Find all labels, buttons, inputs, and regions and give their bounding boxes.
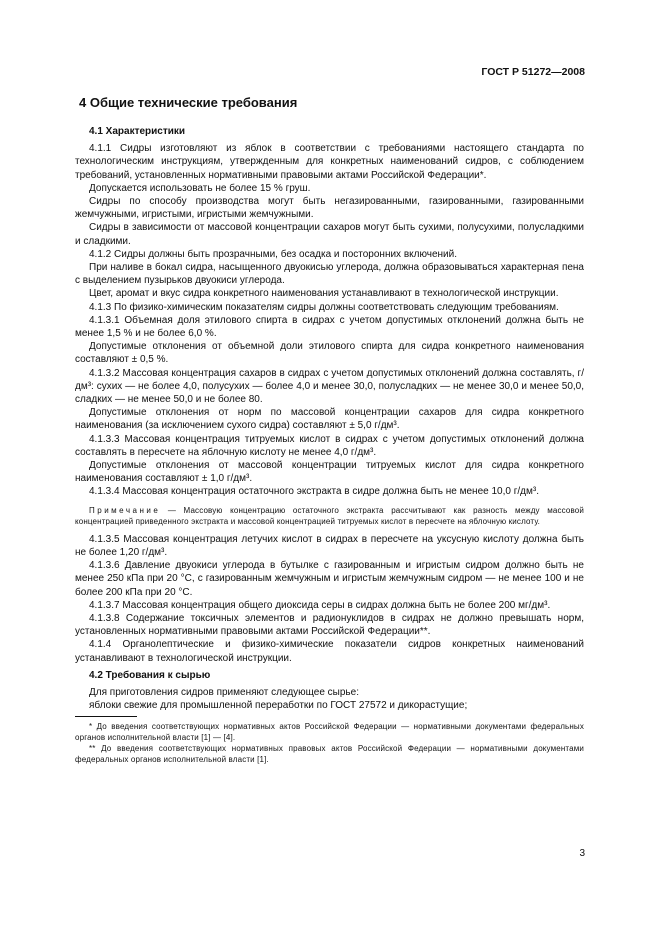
paragraph-4-1-3: 4.1.3 По физико-химическим показателям сидры должны соответствовать следующим требованиям. [89, 301, 559, 313]
paragraph-pears: Допускается использовать не более 15 % груш. [89, 182, 311, 194]
paragraph-4-1-3-2-tolerance: Допустимые отклонения от норм по массовой концентрации сахаров для сидра конкретного наименования (за исключением сухого сидра) составляют ± 5,0 г/дм³. [75, 407, 584, 432]
paragraph-foam: При наливе в бокал сидра, насыщенного двуокисью углерода, должна образовываться характерная пена с выделением пузырьков двуокиси углерода. [75, 262, 584, 287]
subsection-title-4-2: 4.2 Требования к сырью [89, 669, 211, 681]
paragraph-color-aroma: Цвет, аромат и вкус сидра конкретного наименования устанавливают в технологической инструкции. [89, 288, 559, 300]
paragraph-4-1-3-6: 4.1.3.6 Давление двуокиси углерода в бутылке с газированным и игристым сидром должно быть не менее 250 кПа при 20 °С, с газированным жемчужным и игристым жемчужным сидром — не менее 100 и не более 200 кПа при 20 °С. [75, 560, 584, 598]
footnote-divider [75, 716, 137, 717]
paragraph-sugar-types: Сидры в зависимости от массовой концентрации сахаров могут быть сухими, полусухими, полусладкими и сладкими. [75, 222, 584, 247]
note-text: — Массовую концентрацию остаточного экстракта рассчитывают как разность между массовой концентрацией приведенного экстракта и массовой концентрацией титруемых кислот в пересчете на яблочную кислоту. [75, 505, 584, 526]
paragraph-4-1-3-4: 4.1.3.4 Массовая концентрация остаточного экстракта в сидре должна быть не менее 10,0 г/дм³. [89, 486, 539, 498]
page-content [75, 95, 584, 765]
standard-number-header: ГОСТ Р 51272—2008 [481, 66, 585, 78]
note [75, 505, 584, 527]
page-number: 3 [579, 848, 585, 859]
paragraph-4-1-3-1: 4.1.3.1 Объемная доля этилового спирта в сидрах с учетом допустимых отклонений должна быть не менее 1,5 % и не более 6,0 %. [75, 314, 584, 340]
paragraph-4-1-4: 4.1.4 Органолептические и физико-химические показатели сидров конкретных наименований устанавливают в технологической инструкции. [75, 639, 584, 664]
paragraph-4-1-1: 4.1.1 Сидры изготовляют из яблок в соответствии с требованиями настоящего стандарта по технологическим инструкциям, утвержденным для конкретных наименований сидров, с соблюдением требований, установленных нормативными правовыми актами Российской Федерации*. [75, 143, 584, 181]
paragraph-raw-materials: Для приготовления сидров применяют следующее сырье: [89, 686, 359, 698]
paragraph-4-1-3-3: 4.1.3.3 Массовая концентрация титруемых кислот в сидрах с учетом допустимых отклонений должна составлять в пересчете на яблочную кислоту не менее 4,0 г/дм³. [75, 433, 584, 458]
paragraph-4-1-3-5: 4.1.3.5 Массовая концентрация летучих кислот в сидрах в пересчете на уксусную кислоту должна быть не более 1,20 г/дм³. [75, 533, 584, 558]
footnote-1: * До введения соответствующих нормативных актов Российской Федерации — нормативными документами федеральных органов исполнительной власти [1] — [4]. [75, 722, 584, 743]
paragraph-4-1-3-3-tolerance: Допустимые отклонения от массовой концентрации титруемых кислот для сидра конкретного наименования составляют ± 1,0 г/дм³. [75, 460, 584, 485]
paragraph-4-1-3-8: 4.1.3.8 Содержание токсичных элементов и радионуклидов в сидрах не должно превышать норм, установленных нормативными правовыми актами Российской Федерации**. [75, 612, 584, 638]
paragraph-production-method: Сидры по способу производства могут быть негазированными, газированными, газированными жемчужными, игристыми, игристыми жемчужными. [75, 196, 584, 221]
footnote-2: ** До введения соответствующих нормативных правовых актов Российской Федерации — нормативными документами федеральных органов исполнительной власти [1]. [75, 744, 584, 765]
paragraph-apples: яблоки свежие для промышленной переработки по ГОСТ 27572 и дикорастущие; [89, 700, 468, 712]
paragraph-4-1-3-7: 4.1.3.7 Массовая концентрация общего диоксида серы в сидрах должна быть не более 200 мг/дм³. [89, 599, 551, 611]
paragraph-4-1-2: 4.1.2 Сидры должны быть прозрачными, без осадка и посторонних включений. [89, 248, 457, 260]
section-title: 4 Общие технические требования [79, 95, 298, 110]
paragraph-4-1-3-2: 4.1.3.2 Массовая концентрация сахаров в сидрах с учетом допустимых отклонений должна составлять, г/дм³: сухих — не более 4,0, полусухих — более 4,0 и менее 30,0, полусладких — не менее 30,0 и менее 50,0, сладких — не менее 50,0 и не более 80. [75, 367, 584, 406]
paragraph-4-1-3-1-tolerance: Допустимые отклонения от объемной доли этилового спирта для сидра конкретного наименования составляют ± 0,5 %. [75, 341, 584, 366]
subsection-title-4-1: 4.1 Характеристики [89, 126, 186, 137]
note-label: Примечание [89, 505, 161, 515]
